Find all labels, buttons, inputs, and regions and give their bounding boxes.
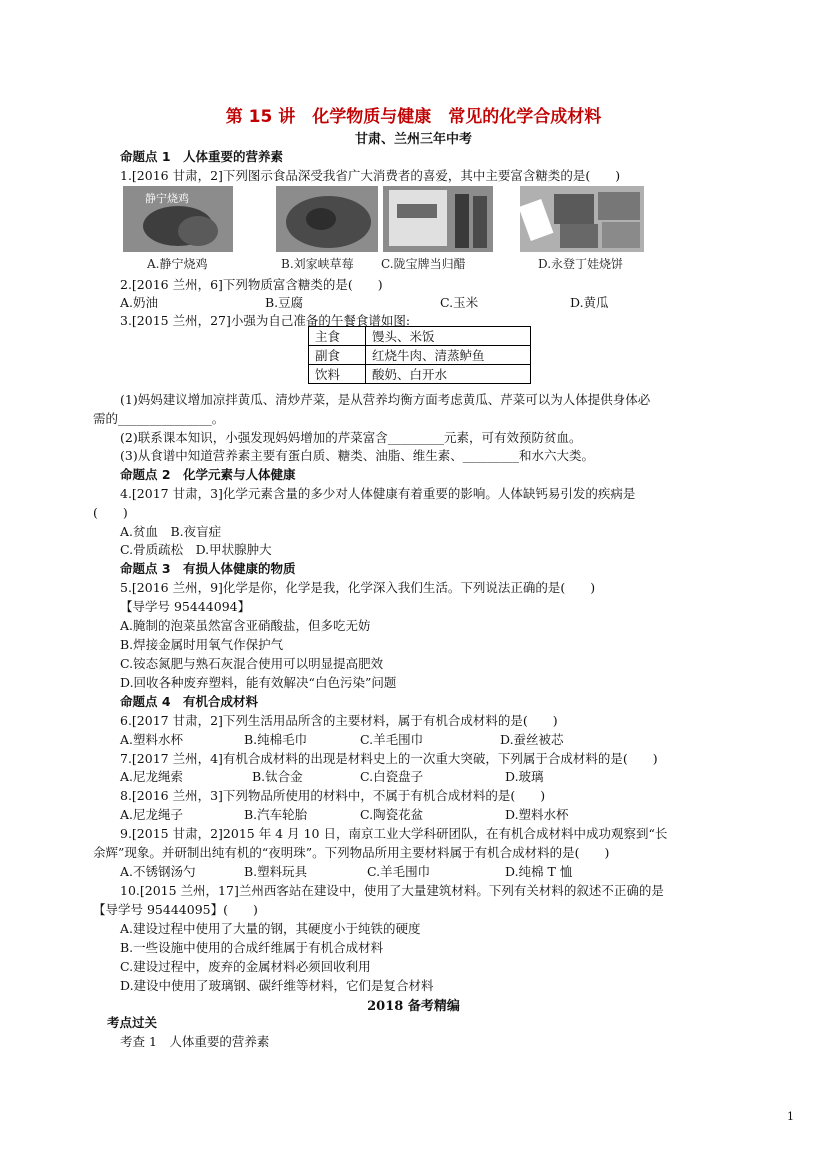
table-row bbox=[309, 365, 531, 384]
q5-guide-number: 【导学号 95444094】 bbox=[120, 599, 251, 614]
q9-option-c: C.羊毛围巾 bbox=[367, 864, 431, 879]
q5-option-a: A.腌制的泡菜虽然富含亚硝酸盐，但多吃无妨 bbox=[120, 618, 371, 633]
section-2018-heading: 2018 备考精编 bbox=[367, 999, 460, 1014]
q7-option-d: D.玻璃 bbox=[505, 769, 544, 784]
question-8: 8.[2016 兰州，3]下列物品所使用的材料中，不属于有机合成材料的是( ) bbox=[120, 788, 546, 803]
q9-option-d: D.纯棉 T 恤 bbox=[505, 864, 573, 879]
q3-sub1-line2: 需的_______________。 bbox=[93, 411, 225, 426]
table-row bbox=[309, 346, 531, 365]
q8-option-a: A.尼龙绳子 bbox=[120, 807, 184, 822]
q7-option-a: A.尼龙绳索 bbox=[120, 769, 184, 784]
page-number: 1 bbox=[787, 1110, 794, 1123]
question-2: 2.[2016 兰州，6]下列物质富含糖类的是( ) bbox=[120, 277, 383, 292]
q6-option-d: D.蚕丝被芯 bbox=[500, 732, 564, 747]
section-heading-1: 命题点 1 人体重要的营养素 bbox=[120, 149, 284, 164]
q7-option-b: B.钛合金 bbox=[252, 769, 303, 784]
q6-option-b: B.纯棉毛巾 bbox=[244, 732, 308, 747]
table-cell: 酸奶、白开水 bbox=[366, 365, 531, 384]
food-image-d bbox=[520, 186, 644, 252]
q10-option-c: C.建设过程中，废弃的金属材料必须回收利用 bbox=[120, 959, 371, 974]
kaocha-1-heading: 考查 1 人体重要的营养素 bbox=[120, 1034, 270, 1049]
q10-option-d: D.建设中使用了玻璃钢、碳纤维等材料，它们是复合材料 bbox=[120, 978, 434, 993]
question-9-line2: 余辉”现象。并研制出纯有机的“夜明珠”。下列物品所用主要材料属于有机合成材料的是( ) bbox=[93, 845, 610, 860]
q10-option-b: B.一些设施中使用的合成纤维属于有机合成材料 bbox=[120, 940, 384, 955]
question-6: 6.[2017 甘肃，2]下列生活用品所含的主要材料，属于有机合成材料的是( ) bbox=[120, 713, 558, 728]
q8-option-d: D.塑料水杯 bbox=[505, 807, 569, 822]
q2-option-b: B.豆腐 bbox=[265, 295, 304, 310]
table-row bbox=[309, 327, 531, 346]
q5-option-b: B.焊接金属时用氧气作保护气 bbox=[120, 637, 284, 652]
q3-sub1-line1: (1)妈妈建议增加凉拌黄瓜、清炒芹菜，是从营养均衡方面考虑黄瓜、芹菜可以为人体提供身体必 bbox=[120, 392, 651, 407]
q9-option-a: A.不锈钢汤勺 bbox=[120, 864, 196, 879]
question-9-line1: 9.[2015 甘肃，2]2015 年 4 月 10 日，南京工业大学科研团队，在有机合成材料中成功观察到“长 bbox=[120, 826, 668, 841]
section-heading-2: 命题点 2 化学元素与人体健康 bbox=[120, 467, 296, 482]
q5-option-d: D.回收各种废弃塑料，能有效解决“白色污染”问题 bbox=[120, 675, 397, 690]
page-subtitle: 甘肃、兰州三年中考 bbox=[354, 132, 472, 147]
q10-option-a: A.建设过程中使用了大量的钢，其硬度小于纯铁的硬度 bbox=[120, 921, 421, 936]
table-cell: 馒头、米饭 bbox=[366, 327, 531, 346]
q2-option-d: D.黄瓜 bbox=[570, 295, 609, 310]
q5-option-c: C.铵态氮肥与熟石灰混合使用可以明显提高肥效 bbox=[120, 656, 384, 671]
q9-option-b: B.塑料玩具 bbox=[244, 864, 308, 879]
table-cell: 饮料 bbox=[309, 365, 366, 384]
table-cell: 主食 bbox=[309, 327, 366, 346]
kaodian-heading: 考点过关 bbox=[107, 1015, 158, 1030]
question-7: 7.[2017 兰州，4]有机合成材料的出现是材料史上的一次重大突破，下列属于合成材料的是( ) bbox=[120, 751, 658, 766]
q7-option-c: C.白瓷盘子 bbox=[360, 769, 424, 784]
question-5: 5.[2016 兰州，9]化学是你，化学是我，化学深入我们生活。下列说法正确的是( ) bbox=[120, 580, 596, 595]
q8-option-c: C.陶瓷花盆 bbox=[360, 807, 424, 822]
q2-option-a: A.奶油 bbox=[120, 295, 159, 310]
table-cell: 红烧牛肉、清蒸鲈鱼 bbox=[366, 346, 531, 365]
q3-sub2: (2)联系课本知识，小强发现妈妈增加的芹菜富含_________元素，可有效预防贫血。 bbox=[120, 430, 582, 445]
food-image-c bbox=[383, 186, 493, 252]
q6-option-c: C.羊毛围巾 bbox=[360, 732, 424, 747]
q6-option-a: A.塑料水杯 bbox=[120, 732, 184, 747]
image-caption-a: A.静宁烧鸡 bbox=[147, 257, 208, 271]
question-4: 4.[2017 甘肃，3]化学元素含量的多少对人体健康有着重要的影响。人体缺钙易引发的疾病是 bbox=[120, 486, 636, 501]
question-1: 1.[2016 甘肃，2]下列图示食品深受我省广大消费者的喜爱，其中主要富含糖类的是( ) bbox=[120, 168, 621, 183]
image-caption-b: B.刘家峡草莓 bbox=[281, 257, 354, 271]
q3-sub3: (3)从食谱中知道营养素主要有蛋白质、糖类、油脂、维生素、_________和水六大类。 bbox=[120, 448, 594, 463]
q4-options-line2: C.骨质疏松 D.甲状腺肿大 bbox=[120, 542, 272, 557]
question-3: 3.[2015 兰州，27]小强为自己准备的午餐食谱如图: bbox=[120, 313, 411, 328]
menu-table bbox=[308, 326, 531, 384]
food-image-b bbox=[276, 186, 378, 252]
page-title: 第 15 讲 化学物质与健康 常见的化学合成材料 bbox=[225, 107, 602, 127]
q2-option-c: C.玉米 bbox=[440, 295, 479, 310]
question-10-line1: 10.[2015 兰州，17]兰州西客站在建设中，使用了大量建筑材料。下列有关材料的叙述不正确的是 bbox=[120, 883, 664, 898]
q4-bracket: ( ) bbox=[93, 505, 128, 520]
q8-option-b: B.汽车轮胎 bbox=[244, 807, 308, 822]
section-heading-3: 命题点 3 有损人体健康的物质 bbox=[120, 561, 296, 576]
q4-options-line1: A.贫血 B.夜盲症 bbox=[120, 524, 222, 539]
food-image-a-label: 静宁烧鸡 bbox=[145, 192, 189, 205]
image-caption-d: D.永登丁娃烧饼 bbox=[538, 257, 624, 271]
image-caption-c: C.陇宝牌当归醋 bbox=[381, 257, 466, 271]
section-heading-4: 命题点 4 有机合成材料 bbox=[120, 694, 259, 709]
food-image-a bbox=[123, 186, 233, 252]
table-cell: 副食 bbox=[309, 346, 366, 365]
question-10-line2: 【导学号 95444095】( ) bbox=[93, 902, 258, 917]
